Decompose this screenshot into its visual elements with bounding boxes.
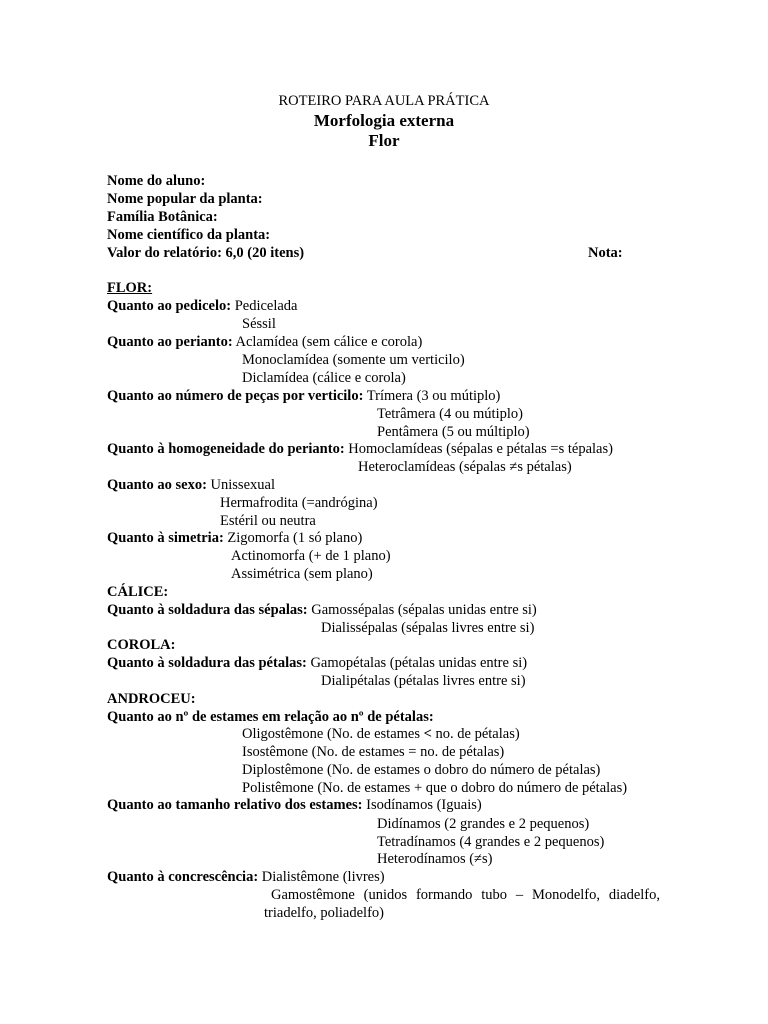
oligo-less-than: <: [423, 726, 432, 742]
numero-estames-label: Quanto ao nº de estames em relação ao nº de pétalas:: [107, 709, 434, 725]
field-popular-name: Nome popular da planta:: [107, 191, 263, 207]
pedicelo-label: Quanto ao pedicelo:: [107, 298, 232, 314]
sexo-opt-3: Estéril ou neutra: [220, 513, 316, 529]
perianto-opt-1: Aclamídea (sem cálice e corola): [235, 334, 423, 350]
calice-opt-2: Dialissépalas (sépalas livres entre si): [321, 620, 535, 636]
simetria-opt-1: Zigomorfa (1 só plano): [227, 530, 363, 546]
sexo-label: Quanto ao sexo:: [107, 477, 207, 493]
tamanho-opt-2: Didínamos (2 grandes e 2 pequenos): [377, 816, 590, 832]
field-scientific-name: Nome científico da planta:: [107, 227, 271, 243]
homog-opt-2: Heteroclamídeas (sépalas ≠s pétalas): [358, 459, 572, 475]
tamanho-opt-1: Isodínamos (Iguais): [366, 797, 482, 813]
doc-subtitle: Morfologia externa: [313, 111, 455, 130]
field-family: Família Botânica:: [107, 209, 218, 225]
corola-label: Quanto à soldadura das pétalas:: [107, 655, 307, 671]
sexo-row: [107, 476, 275, 494]
pecas-label: Quanto ao número de peças por verticilo:: [107, 388, 364, 404]
numero-opt-iso: Isostêmone (No. de estames = no. de pétalas): [242, 744, 505, 760]
pedicelo-opt-2: Séssil: [242, 316, 276, 332]
concrescencia-label: Quanto à concrescência:: [107, 869, 259, 885]
section-corola-heading: COROLA:: [107, 637, 176, 653]
concrescencia-opt-1: Dialistêmone (livres): [261, 869, 385, 885]
doc-topic: Flor: [368, 131, 400, 150]
oligo-text-b: no. de pétalas): [431, 726, 520, 742]
concrescencia-row: [107, 868, 385, 886]
calice-opt-1: Gamossépalas (sépalas unidas entre si): [311, 602, 537, 618]
pedicelo-opt-1: Pedicelada: [234, 298, 298, 314]
homog-row: [107, 440, 613, 458]
tamanho-row: [107, 796, 482, 814]
pecas-opt-1: Trímera (3 ou mútiplo): [366, 388, 501, 404]
pecas-opt-2: Tetrâmera (4 ou mútiplo): [377, 406, 523, 422]
oligo-text-a: Oligostêmone (No. de estames: [242, 726, 424, 742]
homog-opt-1: Homoclamídeas (sépalas e pétalas =s tépalas): [348, 441, 613, 457]
field-report-value: Valor do relatório: 6,0 (20 itens): [107, 245, 305, 261]
section-flor-heading: FLOR:: [107, 280, 153, 296]
perianto-opt-2: Monoclamídea (somente um verticilo): [242, 352, 465, 368]
pecas-row: [107, 387, 500, 405]
calice-row: [107, 601, 537, 619]
simetria-opt-3: Assimétrica (sem plano): [231, 566, 373, 582]
sexo-opt-2: Hermafrodita (=andrógina): [220, 495, 378, 511]
homog-label: Quanto à homogeneidade do perianto:: [107, 441, 345, 457]
concrescencia-opt-2-line-1: Gamostêmone (unidos formando tubo – Monodelfo, diadelfo,: [271, 887, 660, 903]
concrescencia-opt-2-line-2: triadelfo, poliadelfo): [264, 905, 384, 921]
perianto-label: Quanto ao perianto:: [107, 334, 233, 350]
pecas-opt-3: Pentâmera (5 ou múltiplo): [377, 424, 530, 440]
section-androceu-heading: ANDROCEU:: [107, 691, 196, 707]
numero-opt-poli: Polistêmone (No. de estames + que o dobro do número de pétalas): [242, 780, 628, 796]
field-student-name: Nome do aluno:: [107, 173, 206, 189]
section-calice-heading: CÁLICE:: [107, 584, 169, 600]
tamanho-opt-4: Heterodínamos (≠s): [377, 851, 493, 867]
doc-title: ROTEIRO PARA AULA PRÁTICA: [278, 93, 490, 109]
field-grade: Nota:: [588, 245, 623, 261]
tamanho-label: Quanto ao tamanho relativo dos estames:: [107, 797, 363, 813]
sexo-opt-1: Unissexual: [210, 477, 275, 493]
simetria-label: Quanto à simetria:: [107, 530, 224, 546]
simetria-opt-2: Actinomorfa (+ de 1 plano): [231, 548, 391, 564]
pedicelo-row: [107, 297, 298, 315]
perianto-row: [107, 333, 422, 351]
numero-opt-oligo: [242, 725, 520, 743]
tamanho-opt-3: Tetradínamos (4 grandes e 2 pequenos): [377, 834, 605, 850]
numero-opt-diplo: Diplostêmone (No. de estames o dobro do número de pétalas): [242, 762, 601, 778]
corola-opt-2: Dialipétalas (pétalas livres entre si): [321, 673, 526, 689]
corola-row: [107, 654, 527, 672]
perianto-opt-3: Diclamídea (cálice e corola): [242, 370, 406, 386]
simetria-row: [107, 529, 362, 547]
calice-label: Quanto à soldadura das sépalas:: [107, 602, 308, 618]
corola-opt-1: Gamopétalas (pétalas unidas entre si): [310, 655, 528, 671]
